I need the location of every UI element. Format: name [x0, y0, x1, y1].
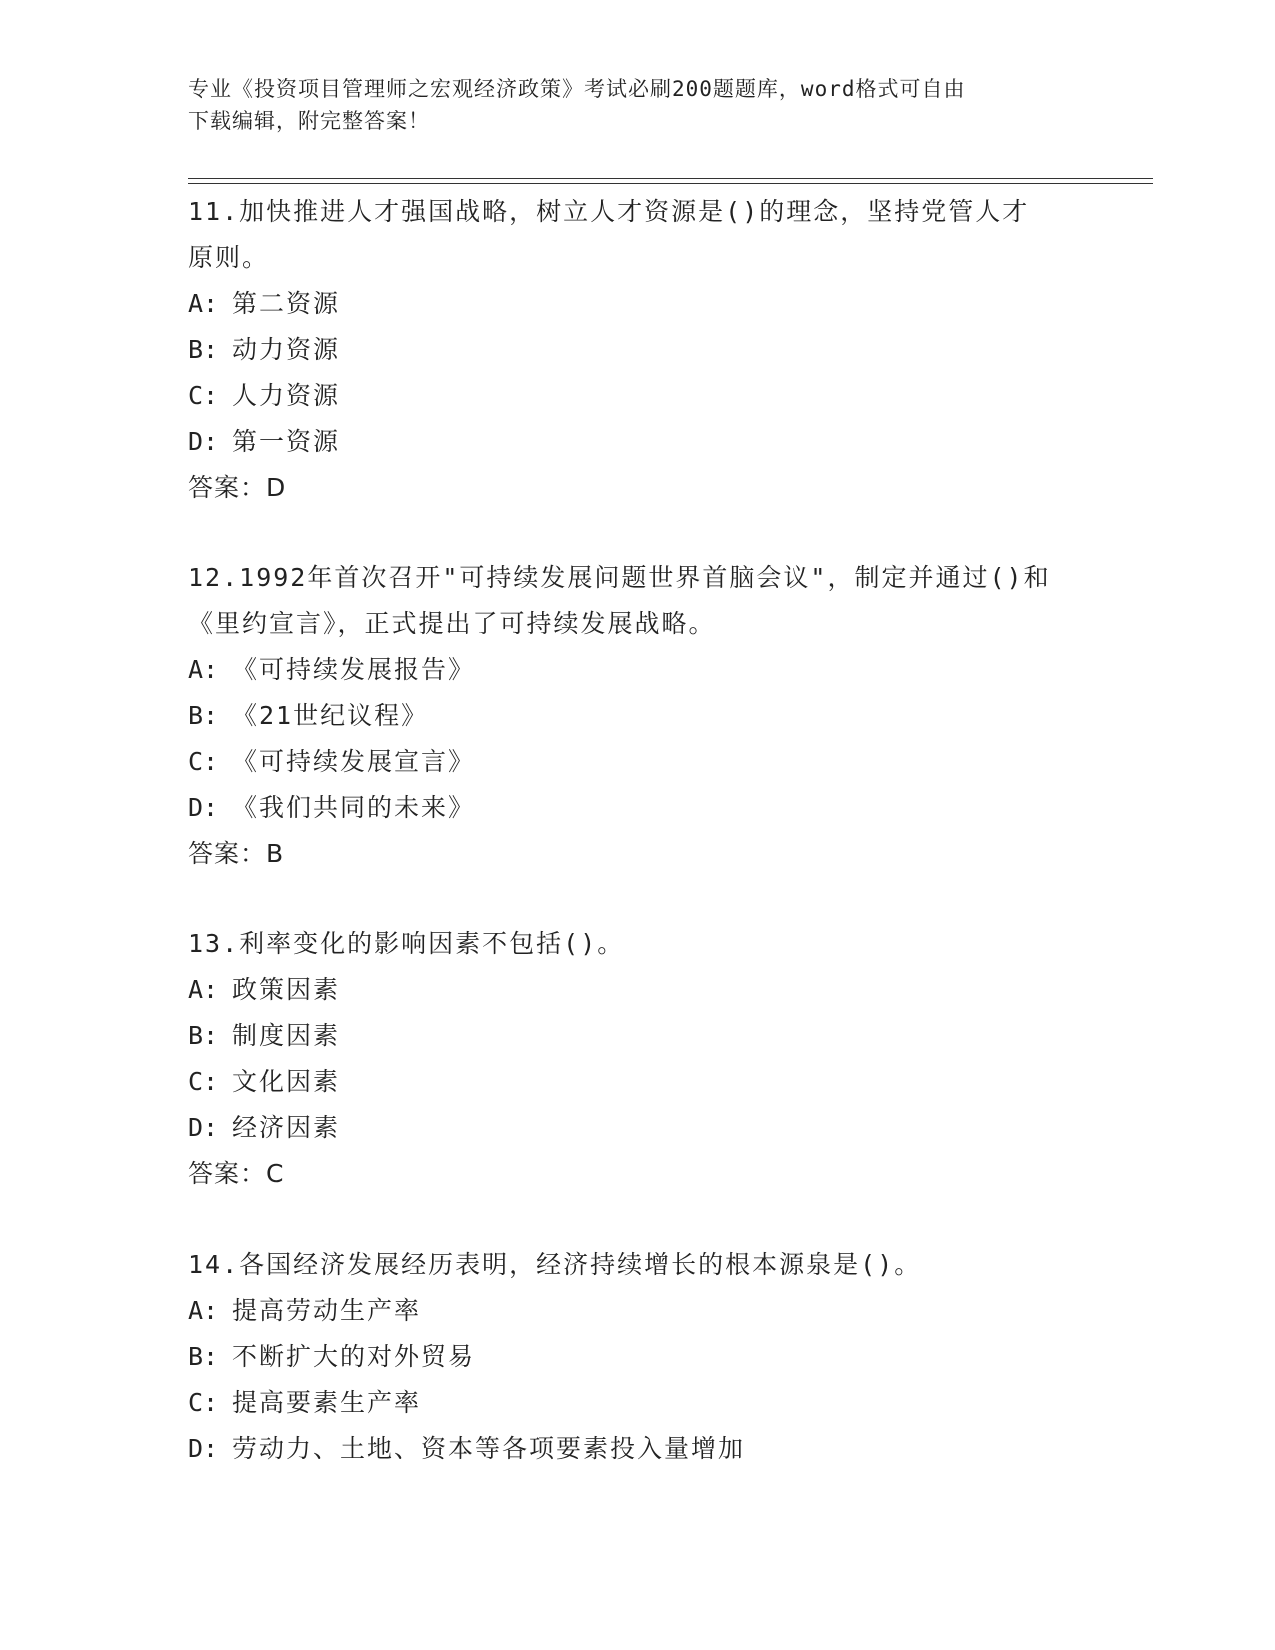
header-line-2: 下载编辑，附完整答案！	[188, 109, 430, 133]
option-label: D:	[188, 1113, 219, 1142]
option-label: D:	[188, 427, 219, 456]
option-c	[188, 373, 1088, 419]
question-stem-line-2: 原则。	[188, 243, 270, 272]
option-d	[188, 1426, 1088, 1472]
option-b	[188, 693, 1088, 739]
option-text: 《可持续发展报告》	[232, 655, 476, 684]
question-stem-line-1: 12.1992年首次召开"可持续发展问题世界首脑会议"，制定并通过()和	[188, 563, 1051, 592]
question-stem-line-2: 《里约宣言》，正式提出了可持续发展战略。	[188, 609, 716, 638]
option-text: 第二资源	[232, 289, 341, 318]
option-text: 制度因素	[232, 1021, 341, 1050]
option-text: 政策因素	[232, 975, 341, 1004]
answer: 答案：D	[188, 473, 287, 502]
option-text: 人力资源	[232, 381, 341, 410]
option-b	[188, 327, 1088, 373]
option-c	[188, 1059, 1088, 1105]
question-stem-line-1: 14.各国经济发展经历表明，经济持续增长的根本源泉是()。	[188, 1250, 922, 1279]
option-a	[188, 281, 1088, 327]
option-d	[188, 419, 1088, 465]
option-label: B:	[188, 1342, 219, 1371]
option-text: 动力资源	[232, 335, 341, 364]
option-text: 不断扩大的对外贸易	[232, 1342, 476, 1371]
option-label: B:	[188, 701, 219, 730]
option-text: 文化因素	[232, 1067, 341, 1096]
option-label: A:	[188, 1296, 219, 1325]
option-label: D:	[188, 1434, 219, 1463]
header-line-1: 专业《投资项目管理师之宏观经济政策》考试必刷200题题库，word格式可自由	[188, 77, 966, 101]
option-text: 《21世纪议程》	[232, 701, 429, 730]
document-header	[188, 73, 1088, 137]
answer: 答案：B	[188, 839, 285, 868]
option-c	[188, 1380, 1088, 1426]
question-11	[188, 189, 1088, 511]
option-a	[188, 967, 1088, 1013]
option-a	[188, 647, 1088, 693]
option-label: C:	[188, 381, 219, 410]
option-text: 《可持续发展宣言》	[232, 747, 476, 776]
question-stem-line-1: 13.利率变化的影响因素不包括()。	[188, 929, 625, 958]
option-text: 经济因素	[232, 1113, 341, 1142]
option-d	[188, 785, 1088, 831]
option-label: B:	[188, 1021, 219, 1050]
header-divider-bottom	[188, 183, 1153, 184]
option-b	[188, 1013, 1088, 1059]
option-label: A:	[188, 289, 219, 318]
option-text: 劳动力、土地、资本等各项要素投入量增加	[232, 1434, 746, 1463]
option-label: C:	[188, 747, 219, 776]
option-label: C:	[188, 1067, 219, 1096]
option-a	[188, 1288, 1088, 1334]
option-text: 提高要素生产率	[232, 1388, 422, 1417]
option-b	[188, 1334, 1088, 1380]
option-text: 提高劳动生产率	[232, 1296, 422, 1325]
question-stem-line-1: 11.加快推进人才强国战略，树立人才资源是()的理念，坚持党管人才	[188, 197, 1030, 226]
question-14	[188, 1242, 1088, 1472]
option-label: A:	[188, 655, 219, 684]
header-divider-top	[188, 178, 1153, 179]
option-c	[188, 739, 1088, 785]
option-text: 《我们共同的未来》	[232, 793, 476, 822]
option-label: A:	[188, 975, 219, 1004]
question-13	[188, 921, 1088, 1197]
option-d	[188, 1105, 1088, 1151]
question-12	[188, 555, 1088, 877]
option-label: B:	[188, 335, 219, 364]
option-label: C:	[188, 1388, 219, 1417]
option-label: D:	[188, 793, 219, 822]
answer: 答案：C	[188, 1159, 285, 1188]
option-text: 第一资源	[232, 427, 341, 456]
